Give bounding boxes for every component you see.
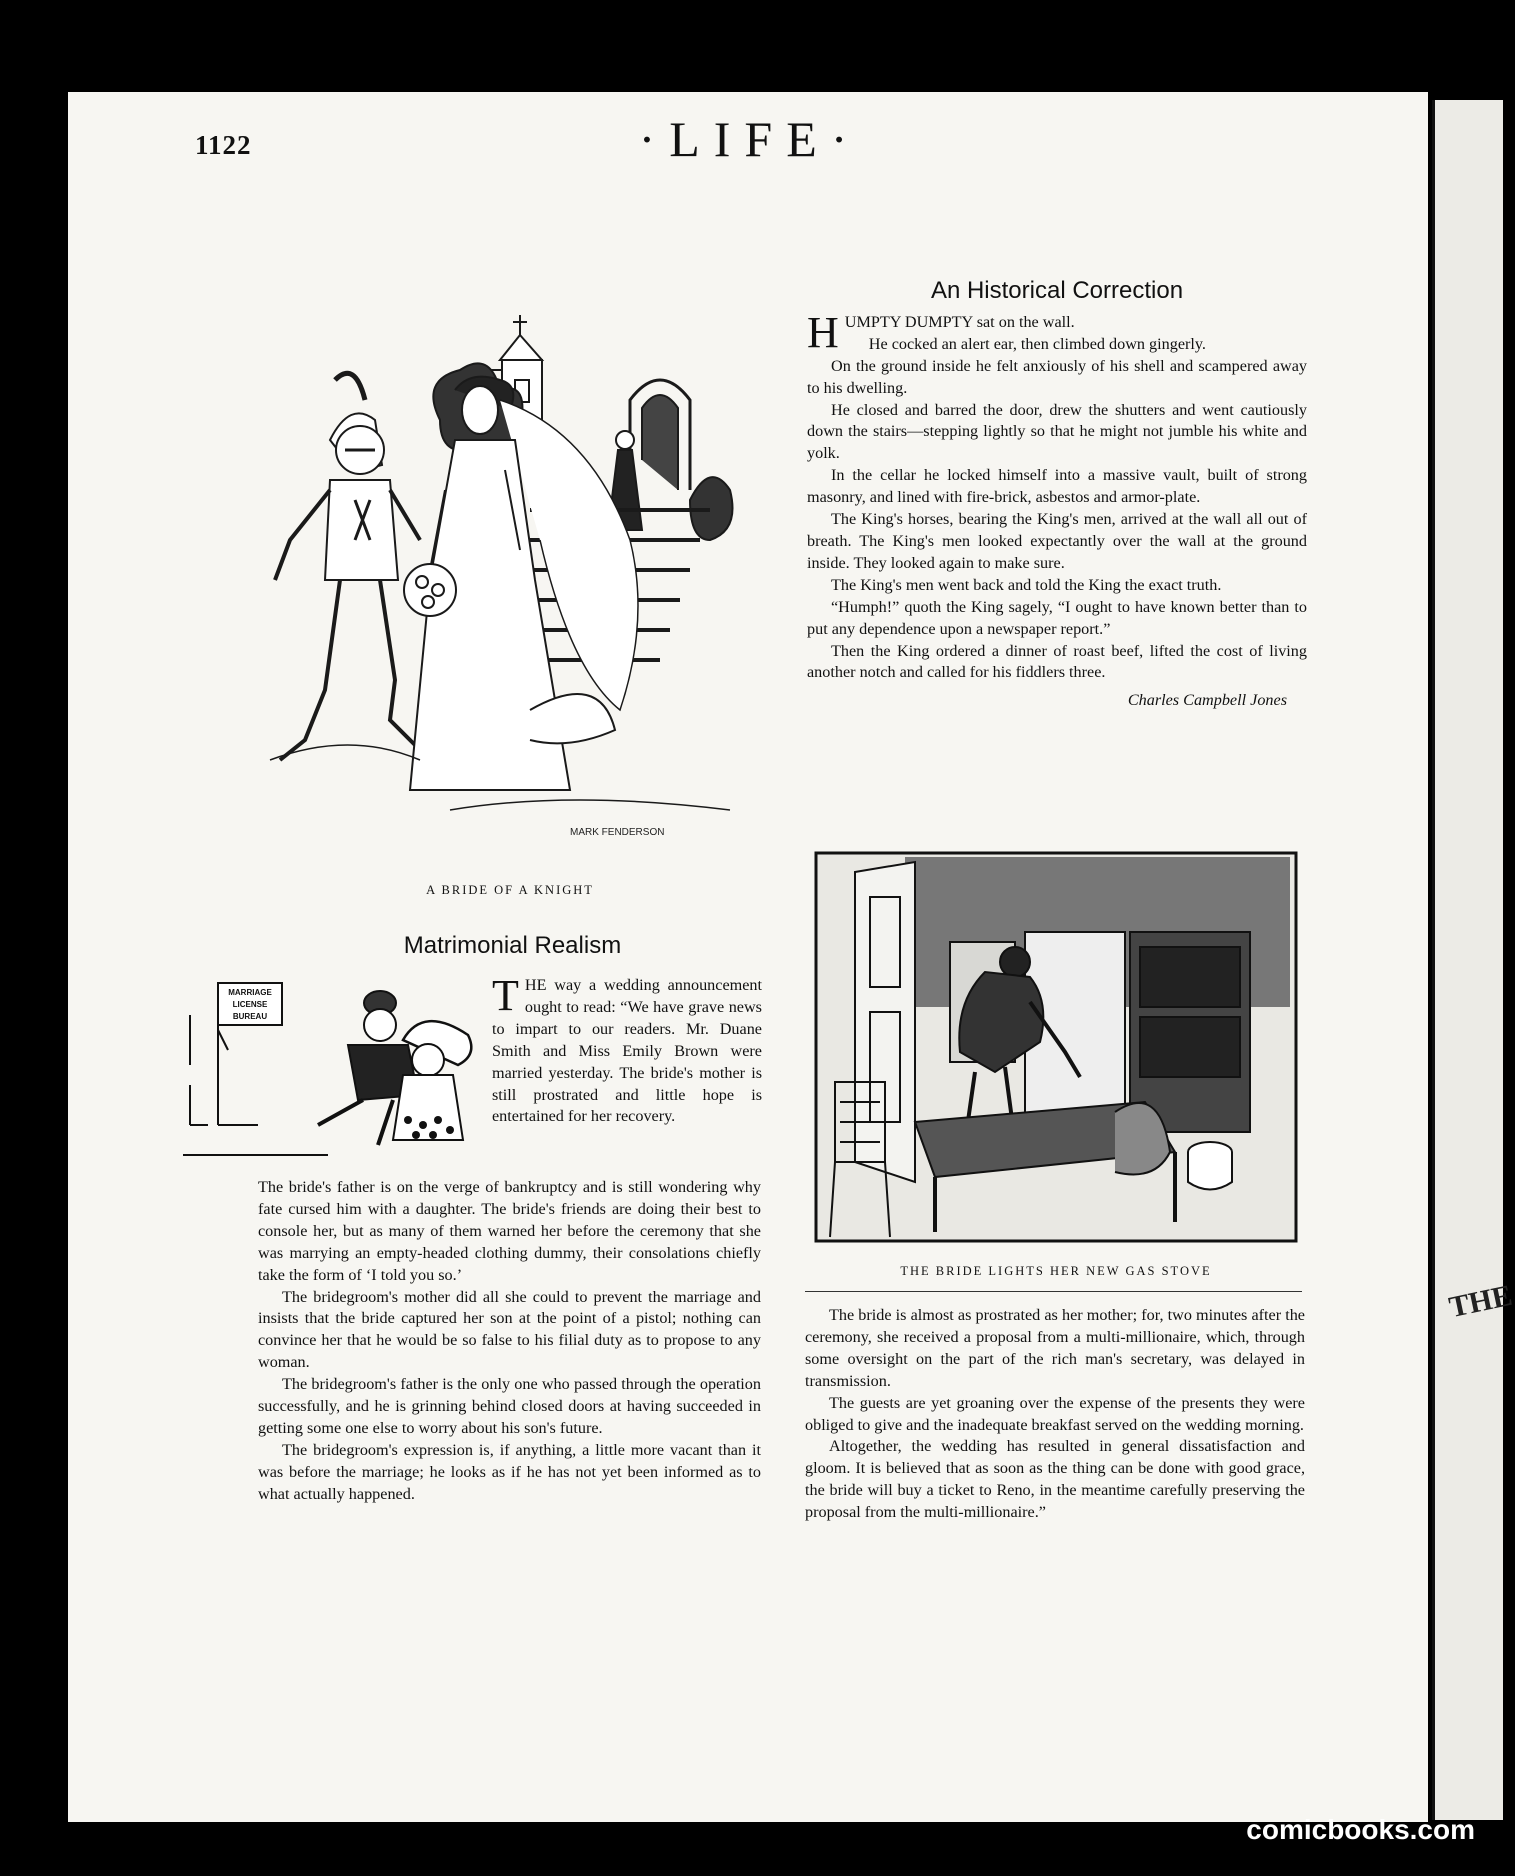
historical-paragraph: HUMPTY DUMPTY sat on the wall. [807,307,1075,357]
matrimonial-intro: THE way a wedding announcement ought to read: “We have grave news to impart to our readers. Mr. Duane Smith and Miss Emily Brown were married yesterday. The bride's mother is still prostrated and little hope is entertained for her recovery. [492,971,762,1126]
caption-gas-stove: THE BRIDE LIGHTS HER NEW GAS STOVE [900,1264,1212,1278]
section-divider [805,1291,1302,1292]
historical-paragraph: In the cellar he locked himself into a massive vault, built of strong masonry, and lined with fire-brick, asbestos and armor-plate. [807,466,1307,507]
matrimonial-realism-title: Matrimonial Realism [403,932,622,959]
page-number: 1122 [195,130,252,160]
matrimonial-continued-paragraph: The bride is almost as prostrated as her mother; for, two minutes after the ceremony, she received a proposal from a multi-millionaire, which, through some oversight on the part of the rich man's secretary, was delayed in transmission. [805,1306,1305,1390]
sign-line-2: LICENSE [232,1000,268,1009]
dropcap-t: T [492,971,519,1020]
historical-correction-column [807,277,1307,712]
matrimonial-intro-column [492,971,762,1128]
matrimonial-paragraph: The bridegroom's expression is, if anything, a little more vacant than it was before the marriage; he looks as if he has not yet been informed as to what actually happened. [258,1440,761,1503]
author-signature: Charles Campbell Jones [1127,691,1287,710]
license-bureau-cartoon [178,975,490,1170]
matrimonial-continued-paragraph: The guests are yet groaning over the expense of the presents they were obliged to give and the inadequate breakfast served on the wedding morning. [805,1393,1305,1434]
site-watermark: comicbooks.com [1246,1814,1475,1845]
historical-paragraph: The King's men went back and told the King the exact truth. [831,575,1222,594]
historical-paragraph: On the ground inside he felt anxiously of his shell and scampered away to his dwelling. [807,356,1307,397]
matrimonial-intro-continued: The bride's father is on the verge of bankruptcy and is still wondering why fate cursed him with a daughter. The bride's friends are doing their best to console her, but as many of them warned her before the ceremony that she was marrying an empty-headed clothing dummy, their consolations chiefly take the form of ‘I told you so.’ [258,1178,761,1284]
caption-bride-knight: A BRIDE OF A KNIGHT [426,883,594,897]
matrimonial-continued-paragraph: Altogether, the wedding has resulted in general dissatisfaction and gloom. It is believed that as soon as the thing can be done with good grace, the bride will buy a ticket to Reno, in the meantime carefully preserving the proposal from the multi-millionaire.” [805,1437,1305,1522]
adjacent-page-text: THE [1446,1278,1515,1325]
masthead-title: ·LIFE· [638,111,862,167]
historical-paragraph: Then the King ordered a dinner of roast beef, lifted the cost of living another notch and called for his fiddlers three. [807,641,1307,682]
dropcap-h: H [807,307,839,357]
sign-line-1: MARRIAGE [228,988,272,997]
matrimonial-continued-column [805,1305,1305,1524]
sign-line-3: BUREAU [232,1012,268,1021]
historical-correction-title: An Historical Correction [930,277,1184,304]
historical-paragraph: “Humph!” quoth the King sagely, “I ought to have known better than to put any dependence upon a newspaper report.” [807,597,1307,638]
matrimonial-paragraph: The bridegroom's mother did all she could to prevent the marriage and insists that the bride captured her son at the point of a pistol; nothing can convince her that he would be so false to his filial duty as to propose to any woman. [258,1287,761,1372]
historical-paragraph: He cocked an alert ear, then climbed down gingerly. [868,334,1206,353]
bride-knight-illustration [270,290,740,870]
gas-stove-illustration [815,852,1297,1242]
artist-signature: MARK FENDERSON [570,827,665,838]
historical-paragraph: The King's horses, bearing the King's men, arrived at the wall all out of breath. The King's men looked expectantly over the wall at the ground inside. They looked again to make sure. [807,510,1307,572]
historical-paragraph: He closed and barred the door, drew the shutters and went cautiously down the stairs—stepping lightly so that he might not jumble his white and yolk. [807,400,1307,463]
adjacent-page-edge [1432,100,1515,1820]
matrimonial-body-column [258,1177,761,1506]
matrimonial-paragraph: The bridegroom's father is the only one who passed through the operation successfully, and he is grinning behind closed doors at having succeeded in getting some one else to worry about his son's future. [258,1375,761,1437]
